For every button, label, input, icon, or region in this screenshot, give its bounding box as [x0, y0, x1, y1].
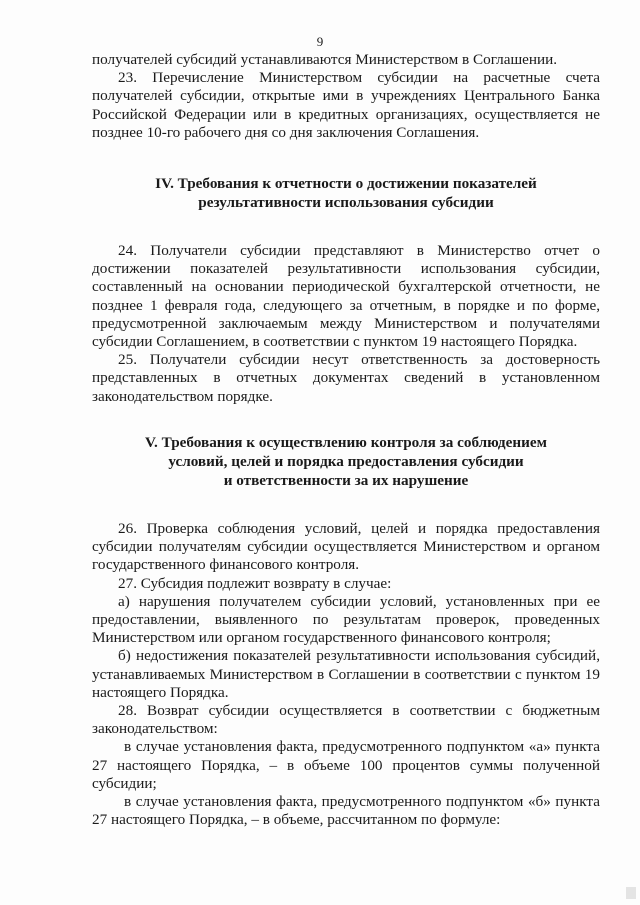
paragraph-continuation: получателей субсидий устанавливаются Министерством в Соглашении. [92, 51, 558, 68]
scan-artifact [626, 887, 636, 899]
paragraphs-24-25 [92, 242, 600, 406]
paragraphs-26-28 [92, 520, 600, 829]
section-heading-iv [92, 174, 600, 212]
paragraph-27-a: а) нарушения получателем субсидии условий, установленных при ее предоставлении, выявленного по результатам проверок, проведенных Министерством или органом государственного финансового контроля; [92, 592, 600, 647]
section-heading-v-line-2: условий, целей и порядка предоставления субсидии [168, 453, 524, 470]
paragraph-28-case-b: в случае установления факта, предусмотренного подпунктом «б» пункта 27 настоящего Порядка, – в объеме, рассчитанном по формуле: [92, 793, 600, 829]
section-heading-v-line-1: V. Требования к осуществлению контроля за соблюдением [145, 434, 547, 451]
section-heading-v-line-3: и ответственности за их нарушение [223, 472, 469, 489]
section-heading-iv-line-2: результативности использования субсидии [198, 194, 494, 211]
paragraph-27-b: б) недостижения показателей результативности использования субсидий, устанавливаемых Министерством в Соглашении в соответствии с пунктом 19 настоящего Порядка. [92, 647, 600, 701]
paragraph-27: 27. Субсидия подлежит возврату в случае: [118, 574, 392, 592]
paragraph-26: 26. Проверка соблюдения условий, целей и порядка предоставления субсидии получателям субсидии осуществляется Министерством и органом государственного финансового контроля. [92, 520, 600, 574]
section-heading-iv-line-1: IV. Требования к отчетности о достижении показателей [155, 175, 537, 192]
paragraph-24: 24. Получатели субсидии представляют в Министерство отчет о достижении показателей результативности использования субсидии, составленный на основании периодической бухгалтерской отчетности, не позднее 1 февраля года, следующего за отчетным, в порядке и по форме, предусмотренной заключаемым между Министерством и получателями субсидии Соглашением, в соответствии с пунктом 19 настоящего Порядка. [92, 242, 600, 351]
paragraph-28-case-a: в случае установления факта, предусмотренного подпунктом «а» пункта 27 настоящего Порядка, – в объеме 100 процентов суммы полученной субсидии; [92, 738, 600, 792]
paragraph-23: 23. Перечисление Министерством субсидии на расчетные счета получателей субсидии, открытые ими в учреждениях Центрального Банка Российской Федерации или в кредитных организациях, осуществляется не позднее 10-го рабочего дня со дня заключения Соглашения. [92, 69, 600, 141]
paragraph-25: 25. Получатели субсидии несут ответственность за достоверность представленных в отчетных документах сведений в установленном законодательством порядке. [92, 351, 600, 405]
paragraph-28: 28. Возврат субсидии осуществляется в соответствии с бюджетным законодательством: [92, 702, 600, 738]
paragraphs-21-23 [92, 51, 600, 142]
section-heading-v [92, 433, 600, 490]
page-number: 9 [316, 34, 324, 49]
